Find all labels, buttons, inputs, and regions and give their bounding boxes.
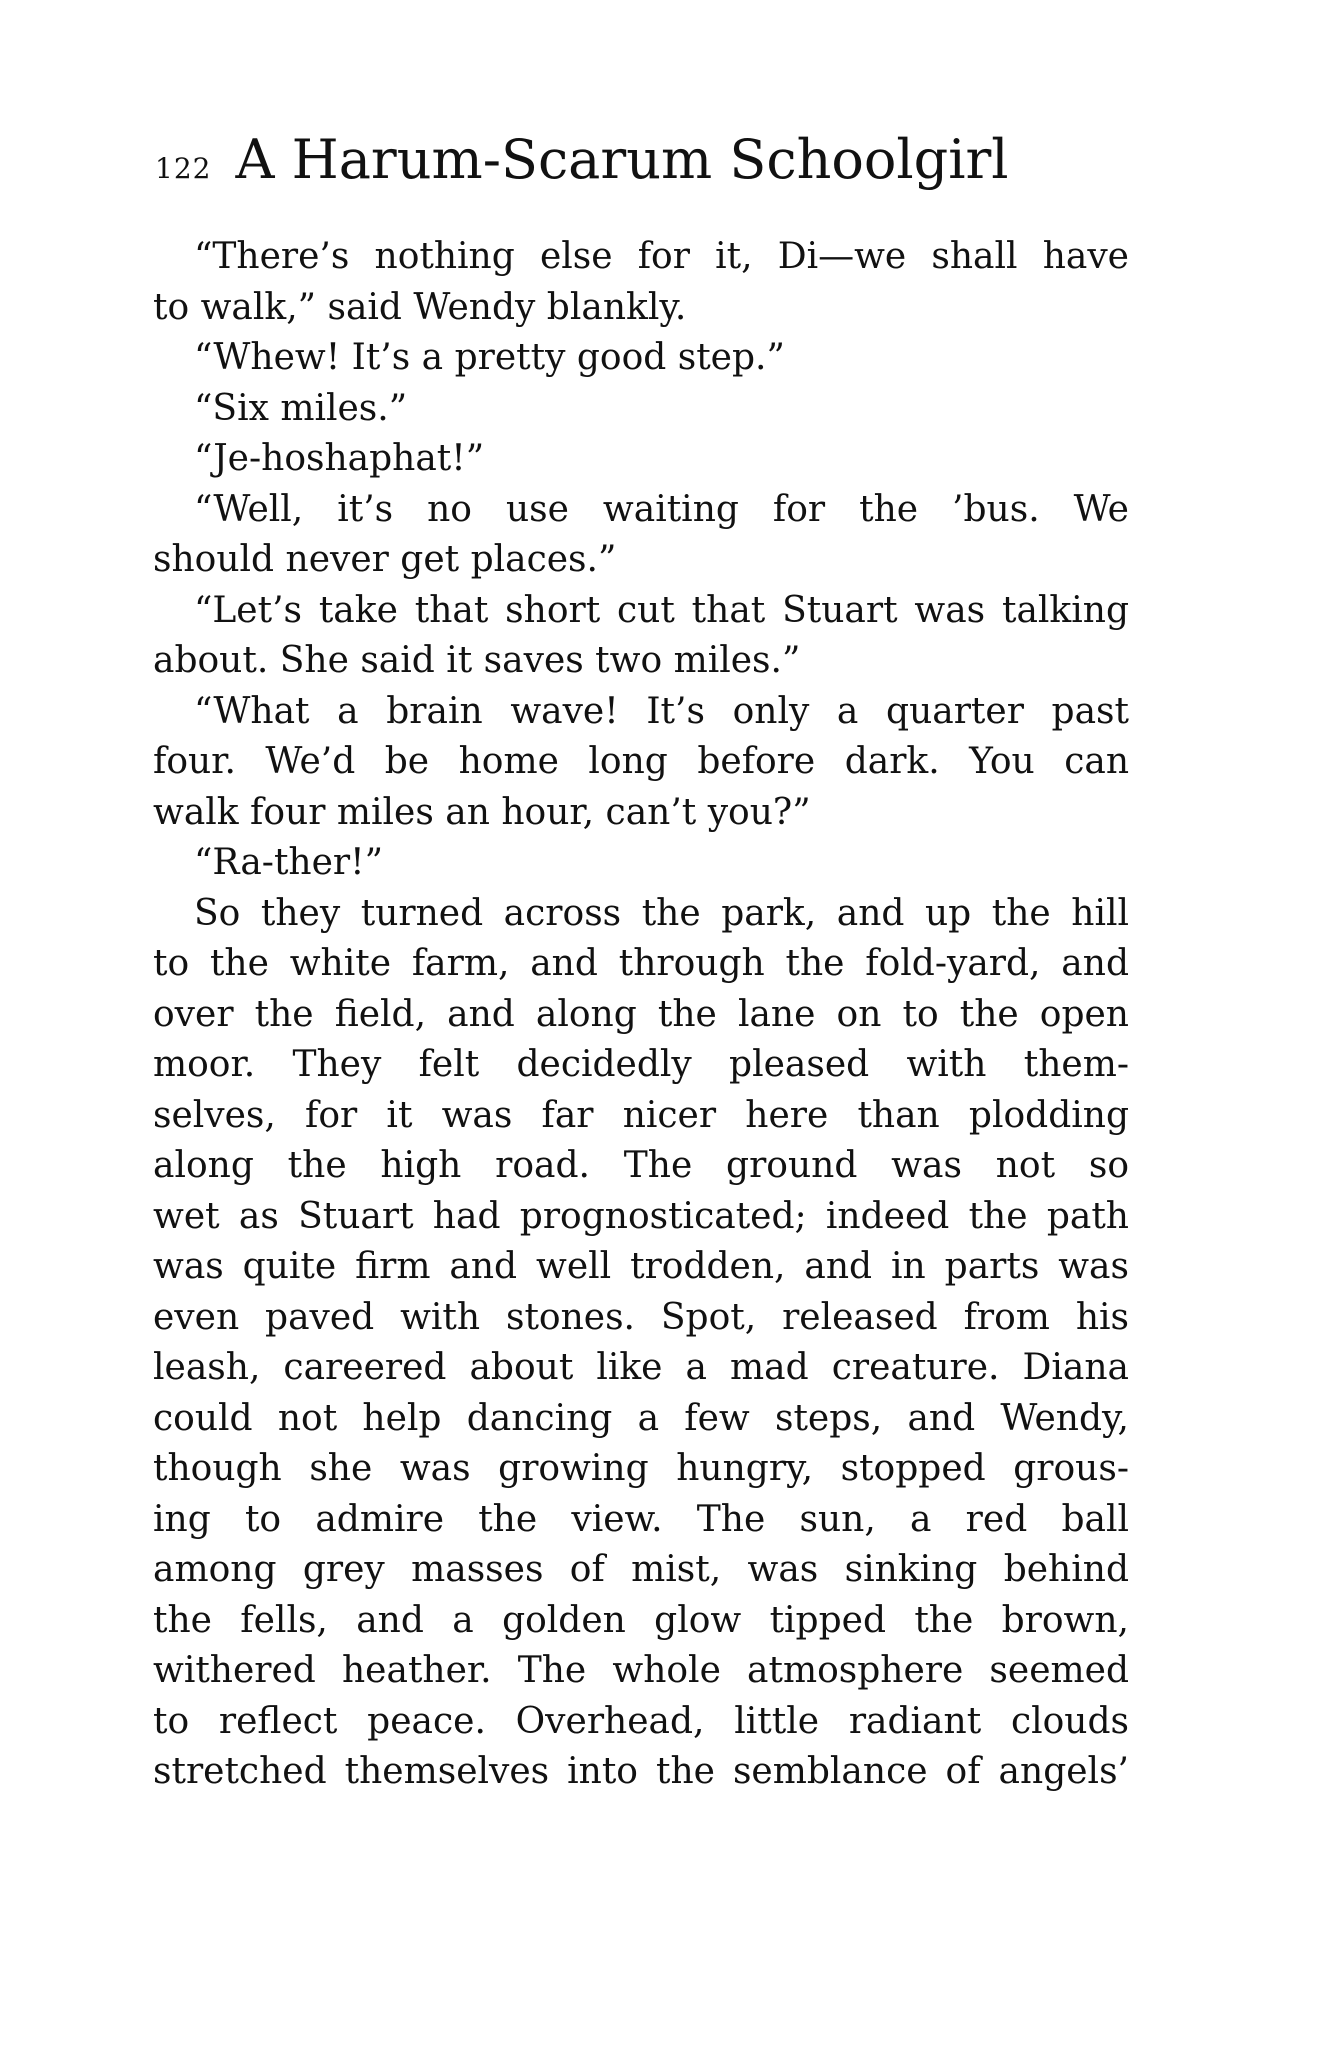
text-line: to the white farm, and through the fold-yard, and [153, 943, 1129, 984]
text-line: four. We’d be home long before dark. You can [153, 741, 1129, 782]
text-line: ing to admire the view. The sun, a red ball [153, 1498, 1129, 1540]
text-line: “Whew! It’s a pretty good step.” [194, 337, 785, 378]
text-line: the fells, and a golden glow tipped the brown, [153, 1599, 1129, 1641]
text-line: over the field, and along the lane on to the open [153, 993, 1129, 1035]
text-line: moor. They felt decidedly pleased with them- [153, 1044, 1129, 1085]
text-line: “Let’s take that short cut that Stuart was talking [194, 589, 1129, 631]
text-line: to reflect peace. Overhead, little radiant clouds [153, 1700, 1129, 1742]
text-line: “Well, it’s no use waiting for the ’bus. We [194, 488, 1129, 530]
text-line: stretched themselves into the semblance of angels’ [153, 1751, 1129, 1792]
page-body-text [153, 232, 1129, 1798]
text-line: should never get places.” [153, 539, 617, 580]
text-line: though she was growing hungry, stopped grous- [153, 1448, 1129, 1489]
text-line: leash, careered about like a mad creature. Diana [153, 1347, 1129, 1388]
text-line: “There’s nothing else for it, Di—we shall have [194, 236, 1129, 277]
text-line: walk four miles an hour, can’t you?” [153, 791, 811, 833]
book-title: A Harum-Scarum Schoolgirl [235, 128, 1009, 191]
page-number: 122 [155, 152, 212, 185]
text-line: could not help dancing a few steps, and Wendy, [153, 1397, 1129, 1439]
text-line: So they turned across the park, and up the hill [194, 892, 1129, 934]
text-line: “Je-hoshaphat!” [194, 438, 485, 479]
text-line: about. She said it saves two miles.” [153, 640, 801, 681]
text-line: selves, for it was far nicer here than plodding [153, 1094, 1129, 1136]
text-line: to walk,” said Wendy blankly. [153, 286, 687, 328]
text-line: along the high road. The ground was not so [153, 1145, 1129, 1186]
text-line: “What a brain wave! It’s only a quarter past [194, 690, 1129, 732]
text-line: withered heather. The whole atmosphere seemed [153, 1650, 1129, 1691]
text-line: “Ra-ther!” [194, 842, 383, 883]
text-line: was quite firm and well trodden, and in parts was [153, 1246, 1129, 1287]
text-line: “Six miles.” [194, 387, 408, 429]
text-line: even paved with stones. Spot, released from his [153, 1296, 1129, 1338]
text-line: wet as Stuart had prognosticated; indeed the path [153, 1195, 1129, 1237]
text-line: among grey masses of mist, was sinking behind [153, 1549, 1129, 1590]
running-head [155, 128, 1135, 198]
